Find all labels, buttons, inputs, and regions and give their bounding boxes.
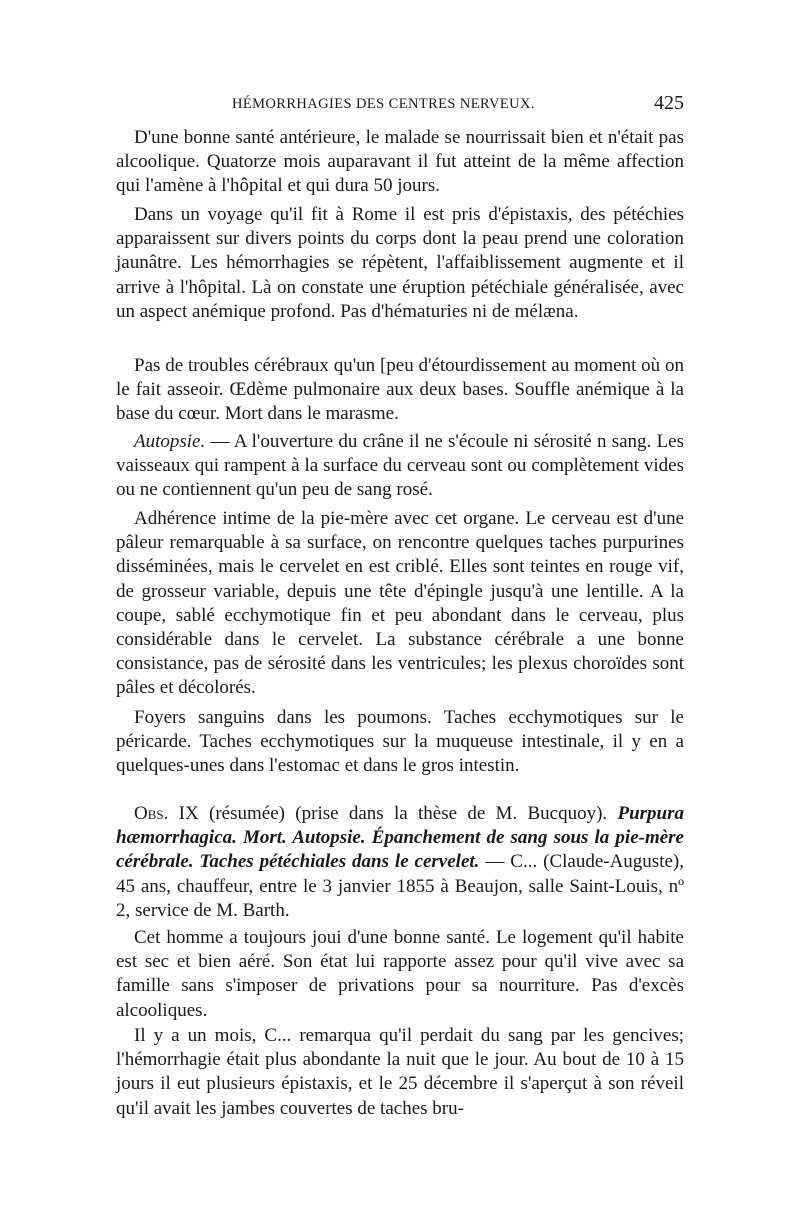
observation-title: Purpura hæmorrhagica. Mort. Autopsie. Épanchement de sang sous la pie-mère cérébrale. Taches pétéchiales dans le cervelet. [116,803,685,873]
paragraph-text: Pas de troubles cérébraux qu'un [peu d'étourdissement au moment où on le fait asseoir. Œdème pulmonaire aux deux bases. Souffle anémique à la base du cœur. Mort dans le marasme. [116,355,684,425]
paragraph-text: D'une bonne santé antérieure, le malade se nourrissait bien et n'était pas alcoolique. Quatorze mois auparavant il fut atteint de la même affection qui l'amène à l'hôpital et qui dura 50 jours. [116,127,684,197]
autopsie-label: Autopsie. [134,431,206,452]
paragraph-text: — A l'ouverture du crâne il ne s'écoule ni sérosité n sang. Les vaisseaux qui rampent à la surface du cerveau sont ou complètement vides ou ne contiennent qu'un peu de sang rosé. [116,431,684,501]
paragraph-cerebral-troubles [116,354,684,427]
observation-details: — C... (Claude-Auguste), 45 ans, chauffeur, entre le 3 janvier 1855 à Beaujon, salle Saint-Louis, nº 2, service de M. Barth. [116,851,684,921]
observation-label: Obs. IX [134,803,199,824]
running-title: HÉMORRHAGIES DES CENTRES NERVEUX. [232,96,535,112]
paragraph-pie-mere [116,507,684,701]
paragraph-foyers-sanguins [116,706,684,779]
paragraph-gencives [116,1024,684,1121]
paragraph-text: Il y a un mois, C... remarqua qu'il perdait du sang par les gencives; l'hémorrhagie était plus abondante la nuit que le jour. Au bout de 10 à 15 jours il eut plusieurs épistaxis, et le 25 décembre il s'aperçut à son réveil qu'il avait les jambes couvertes de taches bru- [116,1025,684,1119]
paragraph-health-history [116,126,684,199]
page-header [116,92,684,118]
page-number: 425 [654,92,684,114]
paragraph-text: Dans un voyage qu'il fit à Rome il est pris d'épistaxis, des pétéchies apparaissent sur divers points du corps dont la peau prend une coloration jaunâtre. Les hémorrhagies se répètent, l'affaiblissement augmente et il arrive à l'hôpital. Là on constate une éruption pétéchiale généralisée, avec un aspect anémique profond. Pas d'hématuries ni de mélæna. [116,204,684,322]
observation-intro: (résumée) (prise dans la thèse de M. Bucquoy). [198,803,618,824]
paragraph-text: Cet homme a toujours joui d'une bonne santé. Le logement qu'il habite est sec et bien aéré. Son état lui rapporte assez pour qu'il vive avec sa famille sans s'imposer de privations pour sa nourriture. Pas d'excès alcooliques. [116,927,684,1021]
paragraph-rome-voyage [116,203,684,324]
paragraph-text: Adhérence intime de la pie-mère avec cet organe. Le cerveau est d'une pâleur remarquable à sa surface, on rencontre quelques taches purpurines disséminées, mais le cervelet en est criblé. Elles sont teintes en rouge vif, de grosseur variable, depuis une tête d'épingle jusqu'à une lentille. A la coupe, sablé ecchymotique fin et peu abondant dans le cerveau, plus considérable dans le cervelet. La substance cérébrale a une bonne consistance, pas de sérosité dans les ventricules; les plexus choroïdes sont pâles et décolorés. [116,508,684,699]
paragraph-autopsie [116,430,684,503]
paragraph-text: Foyers sanguins dans les poumons. Taches ecchymotiques sur le péricarde. Taches ecchymotiques sur la muqueuse intestinale, il y en a quelques-unes dans l'estomac et dans le gros intestin. [116,707,684,777]
paragraph-good-health [116,926,684,1023]
observation-heading [116,802,684,923]
